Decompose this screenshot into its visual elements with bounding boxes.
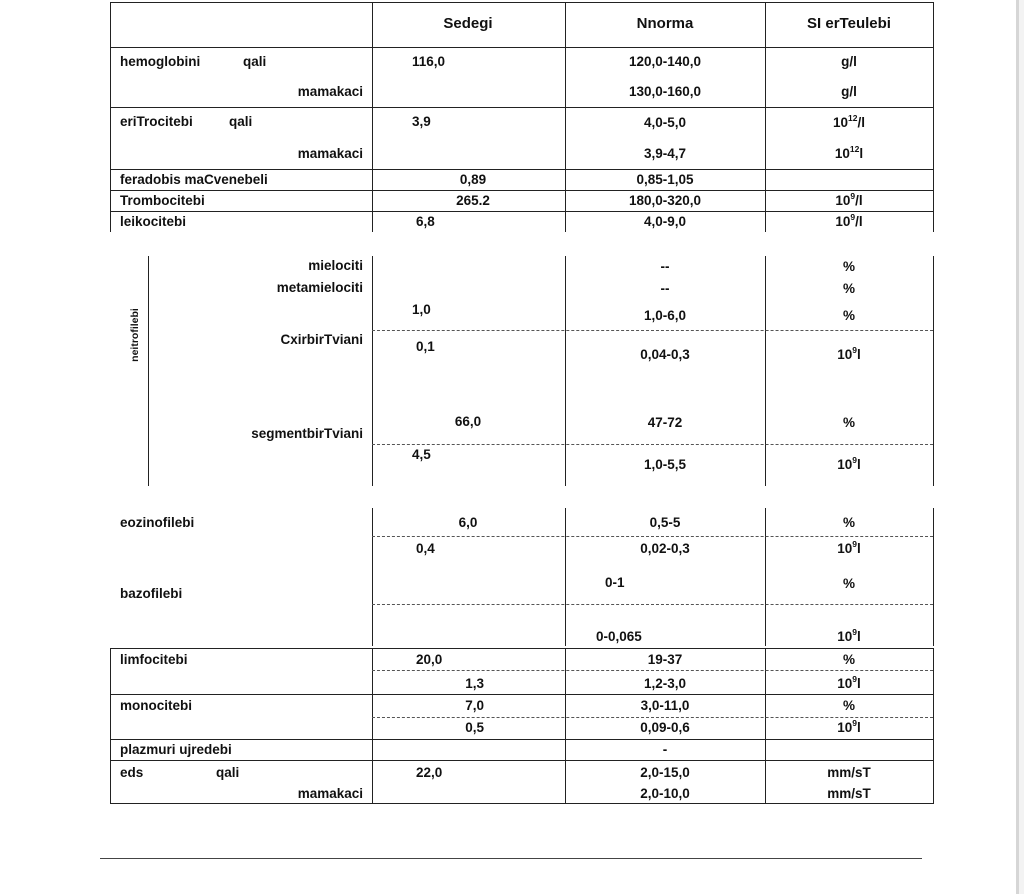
basophils-unit-pct: % xyxy=(842,576,856,591)
erythrocytes-label: eriTrocitebi xyxy=(120,114,193,129)
hemoglobin-label: hemoglobini xyxy=(120,54,201,69)
color-index-result: 0,89 xyxy=(459,172,487,187)
segmented-result-abs: 4,5 xyxy=(412,447,431,462)
leukocytes-label: leikocitebi xyxy=(120,214,187,229)
basophils-label: bazofilebi xyxy=(120,586,183,601)
lymphocytes-unit-pct: % xyxy=(842,652,856,667)
esr-norm-women: 2,0-15,0 xyxy=(640,765,690,780)
lymphocytes-unit-abs: $10^9l$ xyxy=(837,673,861,691)
lymphocytes-norm-pct: 19-37 xyxy=(647,652,683,667)
eosinophils-unit-abs: $10^9l$ xyxy=(837,538,861,556)
lymphocytes-norm-abs: 1,2-3,0 xyxy=(643,676,687,691)
metamyelocytes-label: metamielociti xyxy=(276,280,363,295)
header-result: Sedegi xyxy=(443,15,493,32)
monocytes-result-pct: 7,0 xyxy=(465,698,484,713)
esr-result: 22,0 xyxy=(416,765,443,780)
band-norm-abs: 0,04-0,3 xyxy=(640,347,690,362)
hemoglobin-norm-men: 130,0-160,0 xyxy=(628,84,702,99)
basophils-norm-abs: 0-0,065 xyxy=(596,629,642,644)
myelocytes-label: mielociti xyxy=(308,258,363,273)
lymphocytes-label: limfocitebi xyxy=(120,652,188,667)
platelets-norm: 180,0-320,0 xyxy=(628,193,702,208)
erythrocytes-norm-men: 3,9-4,7 xyxy=(643,146,687,161)
platelets-result: 265.2 xyxy=(456,193,490,208)
esr-unit-men: mm/sT xyxy=(827,786,871,801)
erythrocytes-men-label: mamakaci xyxy=(297,146,363,161)
erythrocytes-women-label: qali xyxy=(229,114,253,129)
hemoglobin-result: 116,0 xyxy=(412,54,446,69)
leukocytes-unit: $10^9/l$ xyxy=(835,211,863,229)
eosinophils-label: eozinofilebi xyxy=(120,515,195,530)
header-unit: SI erTeulebi xyxy=(807,15,891,32)
esr-norm-men: 2,0-10,0 xyxy=(640,786,690,801)
eosinophils-result-abs: 0,4 xyxy=(416,541,435,556)
band-norm-pct: 1,0-6,0 xyxy=(643,308,687,323)
eosinophils-norm-pct: 0,5-5 xyxy=(649,515,681,530)
basophils-norm-pct: 0-1 xyxy=(605,575,625,590)
band-result-pct: 1,0 xyxy=(412,302,431,317)
platelets-unit: $10^9/l$ xyxy=(835,190,863,208)
color-index-norm: 0,85-1,05 xyxy=(636,172,694,187)
monocytes-norm-abs: 0,09-0,6 xyxy=(640,720,690,735)
segmented-unit-abs: $10^9l$ xyxy=(837,454,861,472)
segmented-unit-pct: % xyxy=(842,415,856,430)
segmented-norm-abs: 1,0-5,5 xyxy=(643,457,687,472)
band-label: CxirbirTviani xyxy=(280,332,363,347)
color-index-label: feradobis maCvenebeli xyxy=(120,172,268,187)
erythrocytes-norm-women: 4,0-5,0 xyxy=(643,115,687,130)
band-result-abs: 0,1 xyxy=(416,339,435,354)
metamyelocytes-unit: % xyxy=(842,281,856,296)
monocytes-result-abs: 0,5 xyxy=(465,720,484,735)
segmented-label: segmentbirTviani xyxy=(251,426,363,441)
footer-divider xyxy=(100,858,922,859)
erythrocytes-unit-men: $10^{12}l$ xyxy=(834,143,864,161)
hemoglobin-unit-men: g/l xyxy=(841,84,857,99)
leukocytes-result: 6,8 xyxy=(416,214,435,229)
hemoglobin-norm-women: 120,0-140,0 xyxy=(628,54,702,69)
hemoglobin-unit-women: g/l xyxy=(841,54,857,69)
hemoglobin-women-label: qali xyxy=(243,54,267,69)
esr-label: eds xyxy=(120,765,144,780)
monocytes-unit-abs: $10^9l$ xyxy=(837,717,861,735)
band-unit-abs: $10^9l$ xyxy=(837,344,861,362)
erythrocytes-result: 3,9 xyxy=(412,114,431,129)
lymphocytes-result-pct: 20,0 xyxy=(416,652,443,667)
eosinophils-unit-pct: % xyxy=(842,515,856,530)
esr-men-label: mamakaci xyxy=(297,786,363,801)
neutrophils-group-label: neitrofilebi xyxy=(129,308,141,362)
leukocytes-norm: 4,0-9,0 xyxy=(643,214,687,229)
platelets-label: Trombocitebi xyxy=(120,193,205,208)
header-norm: Nnorma xyxy=(636,15,694,32)
hemoglobin-men-label: mamakaci xyxy=(297,84,363,99)
plasma-cells-norm: - xyxy=(662,742,668,757)
eosinophils-norm-abs: 0,02-0,3 xyxy=(640,541,690,556)
band-unit-pct: % xyxy=(842,308,856,323)
monocytes-norm-pct: 3,0-11,0 xyxy=(640,698,690,713)
eosinophils-result-pct: 6,0 xyxy=(458,515,478,530)
myelocytes-unit: % xyxy=(842,259,856,274)
erythrocytes-unit-women: $10^{12}/l$ xyxy=(832,112,866,130)
monocytes-unit-pct: % xyxy=(842,698,856,713)
myelocytes-norm: -- xyxy=(660,259,670,274)
metamyelocytes-norm: -- xyxy=(660,281,670,296)
lymphocytes-result-abs: 1,3 xyxy=(465,676,484,691)
segmented-norm-pct: 47-72 xyxy=(647,415,683,430)
basophils-unit-abs: $10^9l$ xyxy=(837,626,861,644)
plasma-cells-label: plazmuri ujredebi xyxy=(120,742,232,757)
esr-women-label: qali xyxy=(216,765,240,780)
monocytes-label: monocitebi xyxy=(120,698,193,713)
segmented-result-pct: 66,0 xyxy=(454,414,482,429)
esr-unit-women: mm/sT xyxy=(827,765,871,780)
